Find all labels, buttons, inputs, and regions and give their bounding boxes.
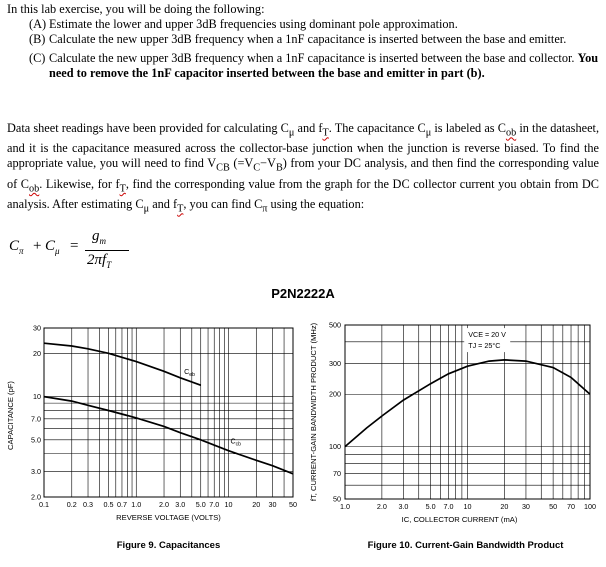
x-tick-label: 1.0 xyxy=(340,502,350,511)
subscript: T xyxy=(119,183,126,195)
y-tick-label: 500 xyxy=(329,320,341,330)
text-run: is labeled as C xyxy=(431,121,506,135)
part-number-title: P2N2222A xyxy=(271,286,335,301)
subscript: T xyxy=(177,203,184,215)
x-tick-label: 0.7 xyxy=(116,500,127,509)
text-run: , find the corresponding value from the graph for the DC collector current you obtain from DC analysis. After estimating C xyxy=(7,176,599,211)
equation-numerator: $g_m$ xyxy=(92,228,106,246)
text-run: using the equation: xyxy=(267,196,365,211)
subscript: μ xyxy=(143,203,150,215)
x-tick-label: 30 xyxy=(268,500,277,509)
y-tick-label: 100 xyxy=(329,442,341,452)
x-tick-label: 100 xyxy=(584,502,596,511)
x-tick-label: 0.3 xyxy=(83,500,94,509)
x-tick-label: 7.0 xyxy=(443,502,454,511)
subscript: μ xyxy=(288,127,295,139)
equation-c-mu: $C_\mu$ xyxy=(45,238,60,256)
task-label: (A) xyxy=(29,17,47,31)
y-tick-label: 70 xyxy=(333,469,341,479)
ccb-curve-label: $C_{cb}$ xyxy=(230,436,241,448)
x-tick-label: 5.0 xyxy=(425,502,436,511)
y-tick-label: 2.0 xyxy=(31,492,41,502)
x-tick-label: 20 xyxy=(252,500,261,509)
text-run: and f xyxy=(294,121,323,135)
x-tick-label: 7.0 xyxy=(209,500,220,509)
task-text: Estimate the lower and upper 3dB frequencies using dominant pole approximation. xyxy=(49,17,458,31)
text-run: and f xyxy=(149,196,178,211)
subscript: π xyxy=(262,203,268,215)
x-tick-label: 0.1 xyxy=(39,500,49,509)
text-run: −V xyxy=(260,156,276,171)
subscript: ob xyxy=(505,127,517,139)
y-tick-label: 20 xyxy=(33,348,41,358)
text-run: . The capacitance C xyxy=(328,121,426,135)
y-tick-label: 5.0 xyxy=(31,435,41,445)
subscript: CB xyxy=(216,162,230,174)
condition-vce: VCE = 20 V xyxy=(468,330,506,340)
y-tick-label: 50 xyxy=(333,494,341,504)
condition-tj: TJ = 25°C xyxy=(468,341,501,351)
task-label: (B) xyxy=(29,32,46,46)
x-tick-label: 50 xyxy=(549,502,558,511)
x-tick-label: 0.5 xyxy=(103,500,114,509)
subscript: C xyxy=(253,162,261,174)
task-label: (C) xyxy=(29,51,46,65)
text-run: (=V xyxy=(229,156,254,171)
task-text: Calculate the new upper 3dB frequency when a 1nF capacitance is inserted between the base and emitter. xyxy=(49,32,567,46)
series-line-ccb xyxy=(44,397,293,474)
text-run: Data sheet readings have been provided for calculating C xyxy=(7,121,289,135)
x-axis-label: IC, COLLECTOR CURRENT (mA) xyxy=(401,515,518,524)
intro-lead: In this lab exercise, you will be doing the following: xyxy=(7,2,265,16)
x-tick-label: 30 xyxy=(521,502,530,511)
y-tick-label: 3.0 xyxy=(31,467,41,477)
figure10-caption: Figure 10. Current-Gain Bandwidth Product xyxy=(367,540,564,551)
subscript: B xyxy=(275,162,283,174)
x-tick-label: 10 xyxy=(224,500,233,509)
series-line-ceb xyxy=(44,343,201,385)
ceb-curve-label: $C_{eb}$ xyxy=(184,367,195,379)
x-tick-label: 1.0 xyxy=(131,500,142,509)
x-tick-label: 0.2 xyxy=(66,500,77,509)
subscript: T xyxy=(322,127,329,139)
x-tick-label: 50 xyxy=(289,500,297,509)
figure9-caption: Figure 9. Capacitances xyxy=(116,540,221,551)
text-run: in the datasheet, and it is the capacitance measured across the collector-base junction when the junction is reverse biased. To find the appropriate value, you will need to find V xyxy=(7,121,600,171)
y-tick-label: 10 xyxy=(33,392,41,402)
equation-c-pi: $C_\pi$ xyxy=(9,238,24,256)
equation-denominator: $2\pi f_T$ xyxy=(87,252,112,270)
task-emphasis: You need to remove the 1nF capacitor inserted between the base and emitter in part (b). xyxy=(49,51,599,80)
x-tick-label: 70 xyxy=(567,502,576,511)
subscript: μ xyxy=(425,127,432,139)
x-axis-label: REVERSE VOLTAGE (VOLTS) xyxy=(116,513,221,522)
text-run: . Likewise, for f xyxy=(39,176,120,191)
x-tick-label: 2.0 xyxy=(376,502,387,511)
subscript: ob xyxy=(29,183,40,195)
text-run: ) from your DC analysis, and then find the corresponding value of C xyxy=(7,156,599,191)
x-tick-label: 10 xyxy=(463,502,472,511)
figure9-capacitance-chart xyxy=(6,324,297,552)
y-tick-label: 30 xyxy=(33,323,41,333)
y-axis-label: CAPACITANCE (pF) xyxy=(6,381,15,450)
y-axis-label: fT, CURRENT-GAIN BANDWIDTH PRODUCT (MHz) xyxy=(309,322,318,502)
x-tick-label: 3.0 xyxy=(398,502,409,511)
text-run: , you can find C xyxy=(183,196,263,211)
task-text: Calculate the new upper 3dB frequency when a 1nF capacitance is inserted between the base and collector. xyxy=(49,51,575,65)
x-tick-label: 5.0 xyxy=(195,500,206,509)
y-tick-label: 7.0 xyxy=(31,414,41,424)
x-tick-label: 20 xyxy=(500,502,509,511)
figure10-bandwidth-chart xyxy=(309,321,596,552)
x-tick-label: 2.0 xyxy=(159,500,170,509)
equation-equals: = xyxy=(70,238,79,254)
equation-plus: + xyxy=(33,238,42,254)
y-tick-label: 200 xyxy=(329,389,341,399)
x-tick-label: 3.0 xyxy=(175,500,186,509)
y-tick-label: 300 xyxy=(329,359,341,369)
